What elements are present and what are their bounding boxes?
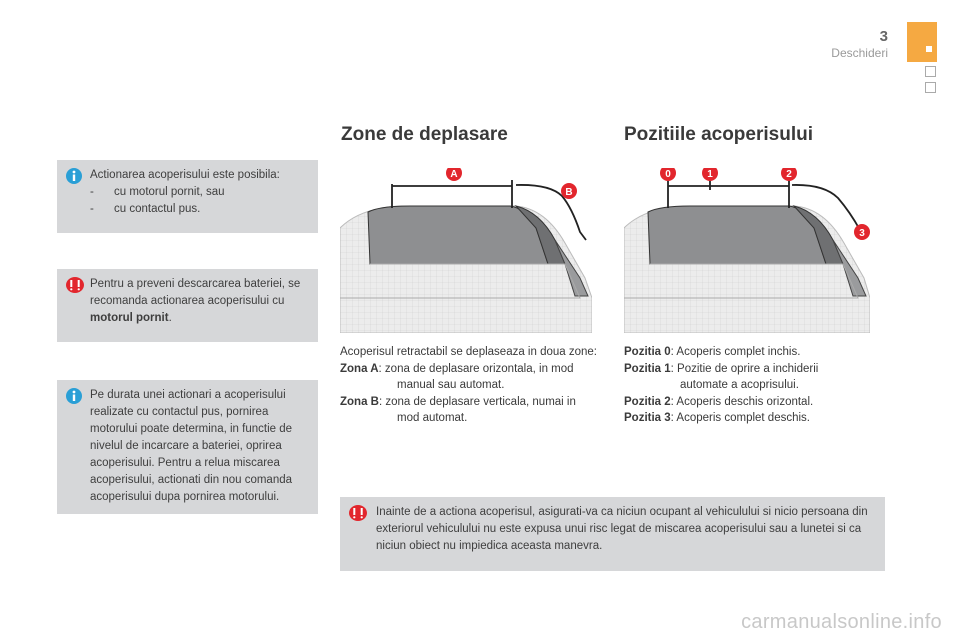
info-icon bbox=[66, 168, 82, 184]
info-box-power bbox=[57, 160, 318, 233]
roof-zones-illustration bbox=[340, 168, 592, 333]
page-number: 3 bbox=[879, 28, 888, 45]
section-title: Deschideri bbox=[831, 46, 888, 60]
zones-intro: Acoperisul retractabil se deplaseaza in doua zone: bbox=[340, 346, 597, 358]
zone-value-cont: manual sau automat. bbox=[397, 379, 505, 391]
warning-text: Inainte de a actiona acoperisul, asigurati-va ca niciun ocupant al vehiculului si nicio persoana din exteriorul vehiculului nu este expusa unui risc legat de miscarea acoperisului sau a lunetei si ca niciun obiect nu impiedica aceasta manevra. bbox=[376, 506, 868, 552]
label-b: B bbox=[565, 187, 573, 198]
warning-icon bbox=[66, 277, 84, 293]
dash: - bbox=[90, 203, 94, 215]
zone-value: : zona de deplasare orizontala, in mod bbox=[378, 362, 574, 375]
position-key: Pozitia 1 bbox=[624, 362, 671, 375]
position-value-cont: automate a acoprisului. bbox=[680, 379, 799, 391]
zone-key: Zona B bbox=[340, 395, 379, 408]
zone-key: Zona A bbox=[340, 362, 379, 375]
positions-heading: Pozitiile acoperisului bbox=[624, 124, 813, 145]
info-icon bbox=[66, 388, 82, 404]
zone-value-cont: mod automat. bbox=[397, 412, 468, 424]
zones-heading: Zone de deplasare bbox=[341, 124, 508, 145]
position-key: Pozitia 2 bbox=[624, 395, 671, 408]
position-value: : Pozitie de oprire a inchiderii bbox=[670, 362, 819, 375]
warning-box-safety bbox=[340, 497, 885, 571]
info-item: cu contactul pus. bbox=[114, 203, 201, 215]
warning-end: . bbox=[168, 312, 172, 324]
label-3: 3 bbox=[859, 228, 865, 239]
chapter-tab[interactable] bbox=[925, 66, 936, 77]
position-key: Pozitia 3 bbox=[624, 412, 671, 424]
position-value: : Acoperis deschis orizontal. bbox=[670, 395, 814, 408]
dash: - bbox=[90, 186, 94, 198]
label-a: A bbox=[450, 169, 458, 180]
warning-icon bbox=[349, 505, 367, 521]
chapter-tab[interactable] bbox=[925, 82, 936, 93]
zones-description bbox=[340, 344, 600, 427]
position-key: Pozitia 0 bbox=[624, 346, 671, 358]
label-1: 1 bbox=[707, 169, 713, 180]
info-box-engine bbox=[57, 380, 318, 514]
tab-marker bbox=[926, 46, 932, 52]
zone-value: : zona de deplasare verticala, numai in bbox=[378, 395, 576, 408]
positions-description bbox=[624, 344, 874, 427]
watermark: carmanualsonline.info bbox=[741, 611, 942, 633]
warning-box-battery bbox=[57, 269, 318, 342]
chapter-tab-active[interactable] bbox=[907, 22, 937, 62]
roof-positions-illustration bbox=[624, 168, 870, 333]
label-2: 2 bbox=[786, 169, 792, 180]
info-intro: Actionarea acoperisului este posibila: bbox=[90, 169, 280, 181]
warning-text: Pentru a preveni descarcarea bateriei, se recomanda actionarea acoperisului cu bbox=[90, 278, 301, 307]
info-item: cu motorul pornit, sau bbox=[114, 186, 225, 198]
label-0: 0 bbox=[665, 169, 671, 180]
position-value: : Acoperis complet inchis. bbox=[670, 346, 801, 358]
warning-bold: motorul pornit bbox=[90, 312, 169, 324]
info-text: Pe durata unei actionari a acoperisului realizate cu contactul pus, pornirea motorului poate determina, in functie de nivelul de incarcare a bateriei, oprirea acoperisului. Pentru a relua miscarea acoperisului, actionati din nou comanda acoperisului dupa pornirea motorului. bbox=[90, 389, 293, 503]
position-value: : Acoperis complet deschis. bbox=[670, 412, 810, 424]
